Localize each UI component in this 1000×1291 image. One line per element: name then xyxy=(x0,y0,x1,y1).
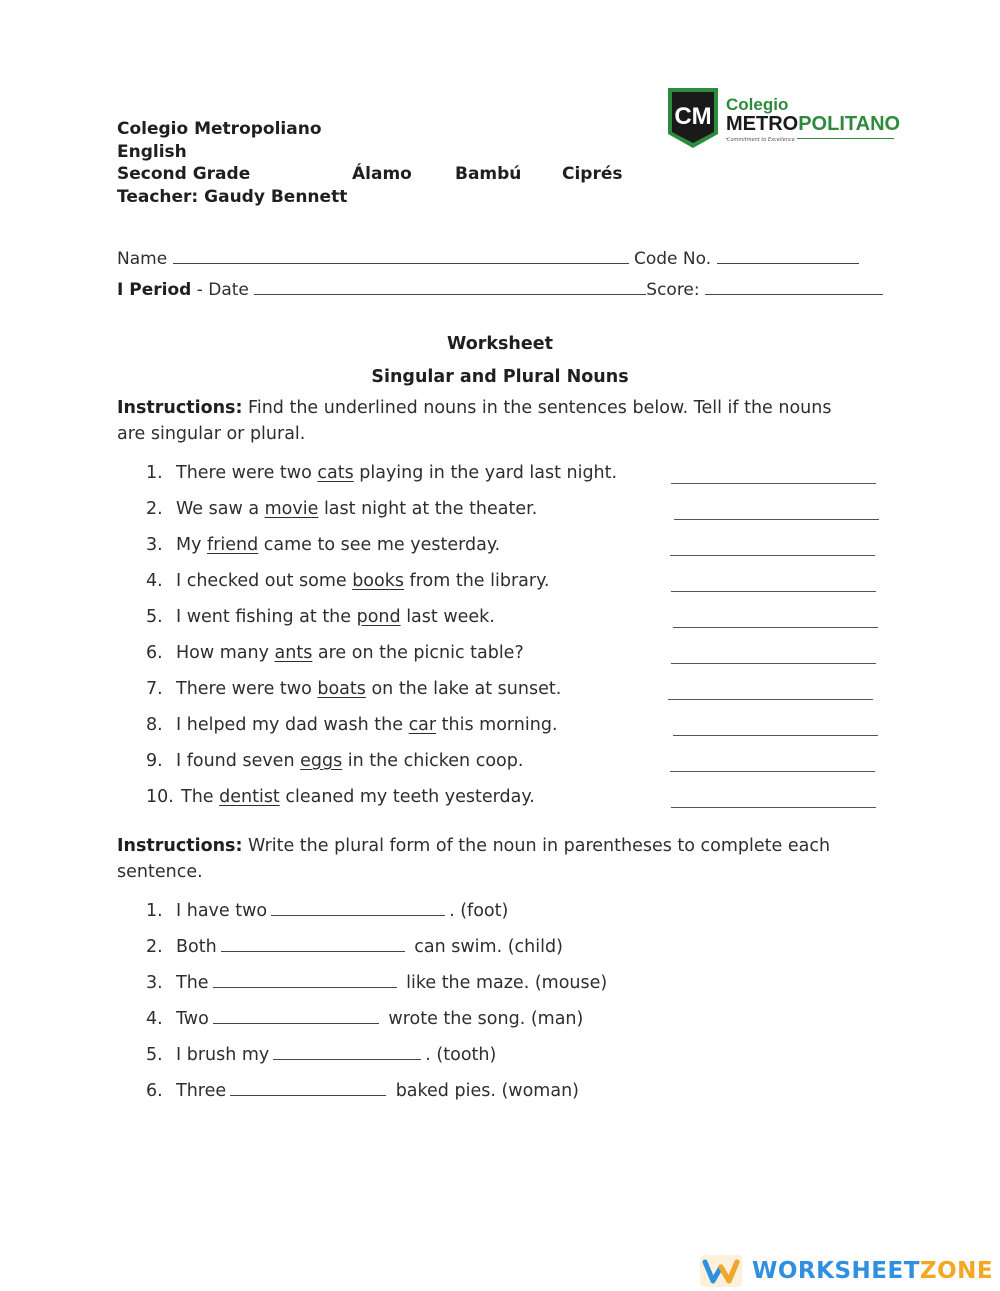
sentence-start: The xyxy=(176,973,209,993)
logo-line1: Colegio xyxy=(726,95,789,114)
underlined-noun: ants xyxy=(274,643,313,663)
period-label: I Period xyxy=(117,280,192,300)
underlined-noun: friend xyxy=(207,535,259,555)
worksheetzone-brand xyxy=(752,1258,993,1284)
score-label: Score: xyxy=(646,280,700,300)
plural-blank[interactable] xyxy=(221,950,405,952)
plural-blank[interactable] xyxy=(271,914,445,916)
teacher: Teacher: Gaudy Bennett xyxy=(117,187,348,207)
sentence-start: I have two xyxy=(176,901,268,921)
score-field[interactable] xyxy=(705,293,883,295)
question-row xyxy=(146,787,535,807)
page-subtitle: Singular and Plural Nouns xyxy=(371,367,629,387)
question-number: 7. xyxy=(146,679,163,699)
name-row xyxy=(117,249,859,269)
sentence-end: in the chicken coop. xyxy=(342,751,524,771)
fill-in-row xyxy=(146,973,607,993)
sentence-end: . (foot) xyxy=(449,901,509,921)
sentence-start: There were two xyxy=(176,463,318,483)
question-number: 6. xyxy=(146,1081,163,1101)
answer-line[interactable] xyxy=(673,627,878,628)
underlined-noun: cats xyxy=(317,463,354,483)
question-number: 5. xyxy=(146,607,163,627)
section1-instr-label: Instructions: xyxy=(117,398,243,418)
question-row xyxy=(146,607,495,627)
question-row xyxy=(146,535,500,555)
question-number: 2. xyxy=(146,499,163,519)
sentence-start: I brush my xyxy=(176,1045,270,1065)
sentence-end: this morning. xyxy=(436,715,558,735)
question-number: 6. xyxy=(146,643,163,663)
question-number: 3. xyxy=(146,535,163,555)
underlined-noun: car xyxy=(408,715,437,735)
school-name: Colegio Metropoliano xyxy=(117,119,322,139)
answer-line[interactable] xyxy=(671,483,876,484)
question-number: 3. xyxy=(146,973,163,993)
sentence-end: like the maze. (mouse) xyxy=(400,973,608,993)
underlined-noun: books xyxy=(352,571,404,591)
question-number: 1. xyxy=(146,463,163,483)
logo-metro: METRO xyxy=(726,113,799,135)
underlined-noun: eggs xyxy=(300,751,343,771)
sentence-end: are on the picnic table? xyxy=(312,643,524,663)
fill-in-row xyxy=(146,937,563,957)
sentence-start: I checked out some xyxy=(176,571,353,591)
brand-worksheet: WORKSHEET xyxy=(752,1258,920,1284)
sentence-end: from the library. xyxy=(403,571,550,591)
logo-tagline: Commitment to Excellence xyxy=(727,137,795,143)
fill-in-row xyxy=(146,1045,496,1065)
question-number: 10. xyxy=(146,787,174,807)
section1-instr-line2: are singular or plural. xyxy=(117,424,306,444)
answer-line[interactable] xyxy=(668,699,873,700)
logo-line2 xyxy=(726,113,900,136)
sentence-end: cleaned my teeth yesterday. xyxy=(279,787,535,807)
section2-instr-line1: Write the plural form of the noun in parentheses to complete each xyxy=(242,836,831,856)
underlined-noun: dentist xyxy=(219,787,280,807)
sentence-start: I found seven xyxy=(176,751,301,771)
plural-blank[interactable] xyxy=(213,986,397,988)
question-row xyxy=(146,715,558,735)
question-number: 1. xyxy=(146,901,163,921)
question-row xyxy=(146,463,617,483)
question-number: 5. xyxy=(146,1045,163,1065)
answer-line[interactable] xyxy=(670,771,875,772)
logo-initials: CM xyxy=(674,103,712,130)
sentence-end: last week. xyxy=(400,607,495,627)
sentence-start: I helped my dad wash the xyxy=(176,715,409,735)
answer-line[interactable] xyxy=(671,663,876,664)
plural-blank[interactable] xyxy=(273,1058,421,1060)
sentence-end: wrote the song. (man) xyxy=(382,1009,584,1029)
sentence-start: Two xyxy=(176,1009,209,1029)
question-number: 4. xyxy=(146,571,163,591)
fill-in-row xyxy=(146,901,508,921)
brand-zone: ZONE xyxy=(919,1258,994,1284)
question-number: 9. xyxy=(146,751,163,771)
period-row xyxy=(117,280,883,300)
name-label: Name xyxy=(117,249,168,269)
question-row xyxy=(146,643,524,663)
grade: Second Grade xyxy=(117,164,251,184)
sentence-end: playing in the yard last night. xyxy=(353,463,618,483)
name-field[interactable] xyxy=(173,262,629,264)
question-number: 2. xyxy=(146,937,163,957)
sentence-start: We saw a xyxy=(176,499,265,519)
sentence-end: on the lake at sunset. xyxy=(365,679,562,699)
question-row xyxy=(146,499,537,519)
sentence-end: last night at the theater. xyxy=(318,499,538,519)
worksheetzone-logo-icon xyxy=(700,1255,742,1287)
answer-line[interactable] xyxy=(673,735,878,736)
answer-line[interactable] xyxy=(670,555,875,556)
fill-in-row xyxy=(146,1009,583,1029)
sentence-end: . (tooth) xyxy=(425,1045,497,1065)
answer-line[interactable] xyxy=(671,591,876,592)
date-field[interactable] xyxy=(254,293,646,295)
section2-instructions xyxy=(117,836,830,856)
date-label: - Date xyxy=(191,280,249,300)
sentence-start: My xyxy=(176,535,208,555)
sentence-start: Both xyxy=(176,937,217,957)
code-label: Code No. xyxy=(633,249,712,269)
page-title: Worksheet xyxy=(447,334,553,354)
underlined-noun: movie xyxy=(264,499,319,519)
section1-instr-line1: Find the underlined nouns in the sentences below. Tell if the nouns xyxy=(242,398,832,418)
group-cipres: Ciprés xyxy=(562,164,623,184)
sentence-start: There were two xyxy=(176,679,318,699)
group-alamo: Álamo xyxy=(352,164,412,184)
sentence-start: I went fishing at the xyxy=(176,607,357,627)
code-field[interactable] xyxy=(717,262,859,264)
sentence-start: How many xyxy=(176,643,275,663)
fill-in-row xyxy=(146,1081,579,1101)
answer-line[interactable] xyxy=(674,519,879,520)
underlined-noun: boats xyxy=(317,679,366,699)
question-number: 8. xyxy=(146,715,163,735)
question-row xyxy=(146,751,523,771)
logo-politano: POLITANO xyxy=(798,113,901,135)
section2-instr-label: Instructions: xyxy=(117,836,243,856)
plural-blank[interactable] xyxy=(213,1022,379,1024)
sentence-end: can swim. (child) xyxy=(408,937,563,957)
underlined-noun: pond xyxy=(356,607,401,627)
section1-instructions xyxy=(117,398,832,418)
school-logo xyxy=(668,88,718,148)
question-row xyxy=(146,679,561,699)
question-row xyxy=(146,571,550,591)
section2-instr-line2: sentence. xyxy=(117,862,203,882)
sentence-start: The xyxy=(181,787,220,807)
answer-line[interactable] xyxy=(671,807,876,808)
sentence-end: came to see me yesterday. xyxy=(258,535,501,555)
group-bambu: Bambú xyxy=(455,164,522,184)
sentence-start: Three xyxy=(176,1081,227,1101)
question-number: 4. xyxy=(146,1009,163,1029)
sentence-end: baked pies. (woman) xyxy=(390,1081,579,1101)
plural-blank[interactable] xyxy=(230,1094,386,1096)
subject: English xyxy=(117,142,187,162)
